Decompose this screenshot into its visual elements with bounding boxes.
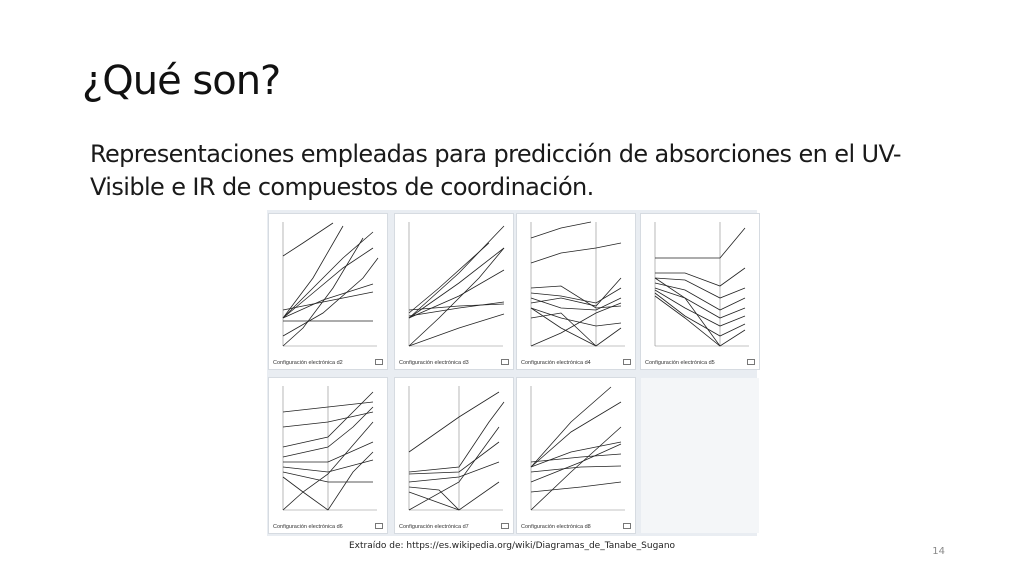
gallery-caption: Configuración electrónica d8 <box>521 524 591 530</box>
expand-icon[interactable] <box>747 359 755 365</box>
expand-icon[interactable] <box>375 523 383 529</box>
gallery-caption: Configuración electrónica d2 <box>273 360 343 366</box>
slide-body-text: Representaciones empleadas para predicción de absorciones en el UV-Visible e IR de compuestos de coordinación. <box>90 140 901 201</box>
tanabe-sugano-diagram-d7 <box>399 382 509 518</box>
expand-icon[interactable] <box>375 359 383 365</box>
tanabe-sugano-diagram-d6 <box>273 382 383 518</box>
tanabe-sugano-diagram-d8 <box>521 382 631 518</box>
source-citation: Extraído de: https://es.wikipedia.org/wiki/Diagramas_de_Tanabe_Sugano <box>348 541 676 551</box>
expand-icon[interactable] <box>623 359 631 365</box>
gallery-item-d8[interactable] <box>517 378 635 533</box>
expand-icon[interactable] <box>623 523 631 529</box>
gallery-item-d3[interactable] <box>395 214 513 369</box>
gallery-empty-cell <box>641 378 759 533</box>
tanabe-sugano-diagram-d2 <box>273 218 383 354</box>
tanabe-sugano-diagram-d3 <box>399 218 509 354</box>
gallery-item-d7[interactable] <box>395 378 513 533</box>
diagram-gallery <box>267 210 757 536</box>
page-number: 14 <box>932 546 945 557</box>
expand-icon[interactable] <box>501 523 509 529</box>
expand-icon[interactable] <box>501 359 509 365</box>
gallery-item-d4[interactable] <box>517 214 635 369</box>
gallery-item-d6[interactable] <box>269 378 387 533</box>
gallery-caption: Configuración electrónica d5 <box>645 360 715 366</box>
tanabe-sugano-diagram-d5 <box>645 218 755 354</box>
gallery-caption: Configuración electrónica d3 <box>399 360 469 366</box>
gallery-item-d2[interactable] <box>269 214 387 369</box>
gallery-caption: Configuración electrónica d6 <box>273 524 343 530</box>
gallery-caption: Configuración electrónica d7 <box>399 524 469 530</box>
gallery-item-d5[interactable] <box>641 214 759 369</box>
gallery-caption: Configuración electrónica d4 <box>521 360 591 366</box>
tanabe-sugano-diagram-d4 <box>521 218 631 354</box>
slide-title: ¿Qué son? <box>82 58 281 104</box>
